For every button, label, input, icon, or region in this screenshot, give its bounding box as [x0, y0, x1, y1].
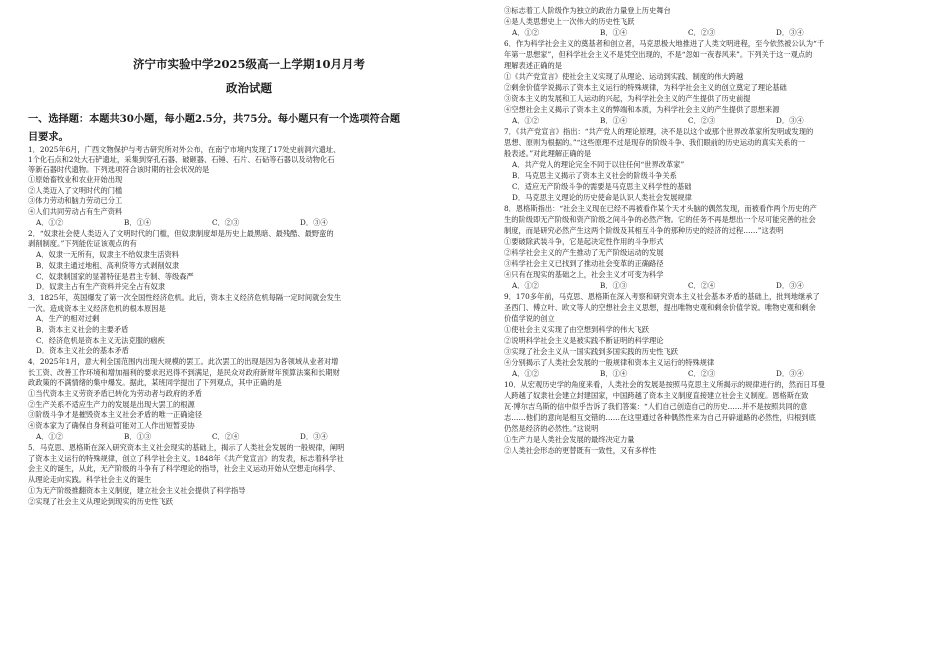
- option-b[interactable]: B．①④: [600, 116, 628, 125]
- option-d[interactable]: D．资本主义社会的基本矛盾: [36, 346, 129, 355]
- question-text: 人跨越了奴隶社会建立封建国家，中国跨越了资本主义制度直接建立社会主义制度。恩格斯在致: [504, 391, 809, 400]
- option-a[interactable]: A．①②: [36, 218, 63, 227]
- option-b[interactable]: B．①④: [600, 28, 628, 37]
- option-d[interactable]: D．③④: [300, 432, 328, 441]
- section-heading-cont: 目要求。: [28, 131, 69, 143]
- question-text: 年第一思想家”，但科学社会主义不是凭空出现的，不是“忽如一夜春风来”。下列关于这一观点的: [504, 50, 813, 59]
- option-b[interactable]: B．奴隶主通过地租、高利贷等方式剥削奴隶: [36, 261, 180, 270]
- option-b[interactable]: B．①④: [124, 218, 152, 227]
- question-text: 政政策的不满情绪的集中爆发。据此，某班同学提出了下列观点，其中正确的是: [28, 378, 282, 387]
- question-text: 瓦·博尔吉乌斯的信中似乎告诉了我们答案：“人们自己创造自己的历史……并不是按照共同的意: [504, 402, 808, 411]
- option-b[interactable]: B．资本主义社会的主要矛盾: [36, 325, 129, 334]
- option-d[interactable]: D．马克思主义理论的历史使命是认识人类社会发展规律: [512, 193, 692, 202]
- question-text: 志……他们的意向是相互交错的……在这里通过各种偶然性来为自己开辟道路的必然性，归根到底: [504, 413, 816, 422]
- option-b[interactable]: B．①③: [124, 432, 152, 441]
- statement-item: ①生产力是人类社会发展的最终决定力量: [504, 435, 635, 444]
- question-text: 般表述。”对此理解正确的是: [504, 149, 592, 158]
- question-text: 理解表述正确的是: [504, 61, 563, 70]
- question-text: 3．1825年，英国爆发了第一次全国性经济危机。此后，资本主义经济危机每隔一定时间就会发生: [28, 293, 342, 302]
- question-text: 价值学说的创立: [504, 314, 555, 323]
- statement-item: ①原始畜牧业和农业开始出现: [28, 175, 123, 184]
- question-text: 生的阶级即无产阶级和资产阶级之间斗争的必然产物。它的任务不再是想出一个尽可能完善的社会: [504, 215, 816, 224]
- option-d[interactable]: D．③④: [776, 116, 804, 125]
- question-text: 会主义的诞生，从此，无产阶级的斗争有了科学理论的指导，社会主义运动开始从空想走向科学、: [28, 464, 340, 473]
- option-c[interactable]: C．②③: [212, 218, 240, 227]
- statement-item: ③标志着工人阶级作为独立的政治力量登上历史舞台: [504, 6, 671, 15]
- statement-item: ③资本主义的发展和工人运动的兴起，为科学社会主义的产生提供了历史前提: [504, 94, 751, 103]
- option-c[interactable]: C．②④: [212, 432, 240, 441]
- statement-item: ①为无产阶级推翻资本主义制度，建立社会主义社会提供了科学指导: [28, 486, 246, 495]
- question-text: 4．2025年1月，意大利全国范围内出现大规模的罢工。此次罢工的出现是因为各领域从业者对增: [28, 357, 339, 366]
- option-c[interactable]: C．奴隶制国家的显著特征是君主专制、等级森严: [36, 272, 194, 281]
- answer-options: [512, 116, 864, 125]
- question-text: 8．恩格斯指出：“社会主义现在已经不再被看作某个天才头脑的偶然发现，而被看作两个历史的产: [504, 204, 817, 213]
- statement-item: ②科学社会主义的产生推动了无产阶级运动的发展: [504, 248, 664, 257]
- option-d[interactable]: D．③④: [300, 218, 328, 227]
- answer-options: [36, 432, 388, 441]
- option-a[interactable]: A．奴隶一无所有，奴隶主不给奴隶生活资料: [36, 250, 179, 259]
- option-a[interactable]: A．①②: [512, 116, 539, 125]
- question-text: 了资本主义运行的特殊规律，创立了科学社会主义。1848年《共产党宣言》的发表，标志着科学社: [28, 454, 344, 463]
- statement-item: ④只有在现实的基础之上，社会主义才可变为科学: [504, 270, 664, 279]
- answer-options: [512, 369, 864, 378]
- statement-item: ①《共产党宣言》使社会主义实现了从理论、运动到实践、制度的伟大跨越: [504, 72, 744, 81]
- question-text: 一次。造成资本主义经济危机的根本原因是: [28, 304, 166, 313]
- option-d[interactable]: D．奴隶主占有生产资料并完全占有奴隶: [36, 282, 166, 291]
- statement-item: ①使社会主义实现了由空想到科学的伟大飞跃: [504, 325, 650, 334]
- option-d[interactable]: D．③④: [776, 28, 804, 37]
- statement-item: ②剩余价值学说揭示了资本主义运行的特殊规律，为科学社会主义的创立奠定了理论基础: [504, 83, 787, 92]
- question-text: 仍然是经济的必然性。”这说明: [504, 424, 599, 433]
- question-text: 5．马克思、恩格斯在深入研究资本主义社会现实的基础上，揭示了人类社会发展的一般规律，阐明: [28, 443, 345, 452]
- answer-options: [512, 28, 864, 37]
- statement-item: ②实现了社会主义从理论到现实的历史性飞跃: [28, 497, 174, 506]
- statement-item: ③实现了社会主义从一国实践到多国实践的历史性飞跃: [504, 347, 679, 356]
- option-a[interactable]: A．①②: [512, 28, 539, 37]
- section-heading: 一、选择题：本题共30小题，每小题2.5分，共75分。每小题只有一个选项符合题: [28, 113, 401, 125]
- option-b[interactable]: B．①④: [600, 369, 628, 378]
- option-a[interactable]: A．①②: [512, 281, 539, 290]
- question-text: 长工资、改善工作环境和增加福利的要求迟迟得不到满足，是民众对政府新财年预算法案和长期财: [28, 368, 340, 377]
- option-c[interactable]: C．适应无产阶级斗争的需要是马克思主义科学性的基础: [512, 182, 692, 191]
- question-text: 2．“奴隶社会使人类迈入了文明时代的门槛，但奴隶制度却是历史上最黑暗、最残酷、最野蛮的: [28, 229, 334, 238]
- statement-item: ③阶级斗争才是摧毁资本主义社会矛盾的唯一正确途径: [28, 410, 203, 419]
- exam-subtitle: 政治试题: [226, 81, 272, 95]
- exam-title: 济宁市实验中学2025级高一上学期10月月考: [132, 57, 365, 71]
- statement-item: ④分别揭示了人类社会发展的一般规律和资本主义运行的特殊规律: [504, 358, 715, 367]
- question-text: 1个化石点和2处大石铲遗址，采集到穿孔石器、破砸器、石锤、石片、石砧等石器以及动物化石: [28, 155, 335, 164]
- option-d[interactable]: D．③④: [776, 369, 804, 378]
- option-a[interactable]: A．共产党人的理论完全不同于以往任何“世界改革家”: [512, 160, 685, 169]
- statement-item: ②人类迈入了文明时代的门槛: [28, 186, 123, 195]
- statement-item: ②人类社会形态的更替既有一致性，又有多样性: [504, 446, 657, 455]
- answer-options: [36, 218, 388, 227]
- question-text: 制度，而是研究必然产生这两个阶级及其相互斗争的那种历史的经济的过程……”这表明: [504, 226, 784, 235]
- statement-item: ③科学社会主义已找到了推动社会变革的正确路径: [504, 259, 664, 268]
- question-text: 等新石器时代遗物。下列选项符合该时期的社会状况的是: [28, 165, 210, 174]
- option-c[interactable]: C．经济危机是资本主义无法克服的痼疾: [36, 336, 165, 345]
- statement-item: ②生产关系不适应生产力的发展是出现大罢工的根源: [28, 400, 195, 409]
- option-b[interactable]: B．马克思主义揭示了资本主义社会的阶级斗争关系: [512, 171, 677, 180]
- option-a[interactable]: A．①②: [36, 432, 63, 441]
- option-c[interactable]: C．②③: [688, 28, 716, 37]
- right-column: [504, 0, 924, 651]
- option-d[interactable]: D．③④: [776, 281, 804, 290]
- option-c[interactable]: C．②③: [688, 116, 716, 125]
- question-text: 7．《共产党宣言》指出：“共产党人的理论原理，决不是以这个或那个世界改革家所发明或发现的: [504, 127, 814, 136]
- question-text: 从理论走向实践。科学社会主义的诞生: [28, 475, 152, 484]
- statement-item: ①当代资本主义劳资矛盾已转化为劳动者与政府的矛盾: [28, 389, 203, 398]
- option-a[interactable]: A．生产的相对过剩: [36, 314, 100, 323]
- question-text: 剥削制度。”下列能佐证该观点的有: [28, 239, 137, 248]
- statement-item: ①要破除武装斗争，它是起决定性作用的斗争形式: [504, 237, 664, 246]
- statement-item: ④人们共同劳动占有生产资料: [28, 207, 123, 216]
- statement-item: ③体力劳动和脑力劳动已分工: [28, 196, 123, 205]
- question-text: 6．作为科学社会主义的奠基者和创立者，马克思极大地推进了人类文明进程，至今依然被公认为“千: [504, 39, 825, 48]
- statement-item: ④空想社会主义揭示了资本主义的弊端和本质，为科学社会主义的产生提供了思想来源: [504, 105, 780, 114]
- statement-item: ④资本家为了确保自身利益可能对工人作出短暂妥协: [28, 421, 195, 430]
- option-c[interactable]: C．②③: [688, 369, 716, 378]
- question-text: 思想、原则为根据的。”“这些原理不过是现存的阶级斗争、我们眼前的历史运动的真实关系的一: [504, 138, 806, 147]
- option-b[interactable]: B．①③: [600, 281, 628, 290]
- answer-options: [512, 281, 864, 290]
- statement-item: ②说明科学社会主义是被实践不断证明的科学理论: [504, 336, 664, 345]
- option-c[interactable]: C．②④: [688, 281, 716, 290]
- question-text: 圣西门、傅立叶、欧文等人的空想社会主义思想，提出唯物史观和剩余价值学说。唯物史观和剩余: [504, 303, 816, 312]
- left-column: [28, 0, 470, 651]
- question-text: 10．从宏观历史学的角度来看，人类社会的发展是按照马克思主义所揭示的规律进行的，然而日耳曼: [504, 380, 825, 389]
- option-a[interactable]: A．①②: [512, 369, 539, 378]
- statement-item: ④是人类思想史上一次伟大的历史性飞跃: [504, 17, 635, 26]
- question-text: 1．2025年6月，广西文物保护与考古研究所对外公布，在南宁市境内发现了17处史前洞穴遗址、: [28, 145, 341, 154]
- question-text: 9．170多年前，马克思、恩格斯在深入考察和研究资本主义社会基本矛盾的基础上，批判地继承了: [504, 292, 820, 301]
